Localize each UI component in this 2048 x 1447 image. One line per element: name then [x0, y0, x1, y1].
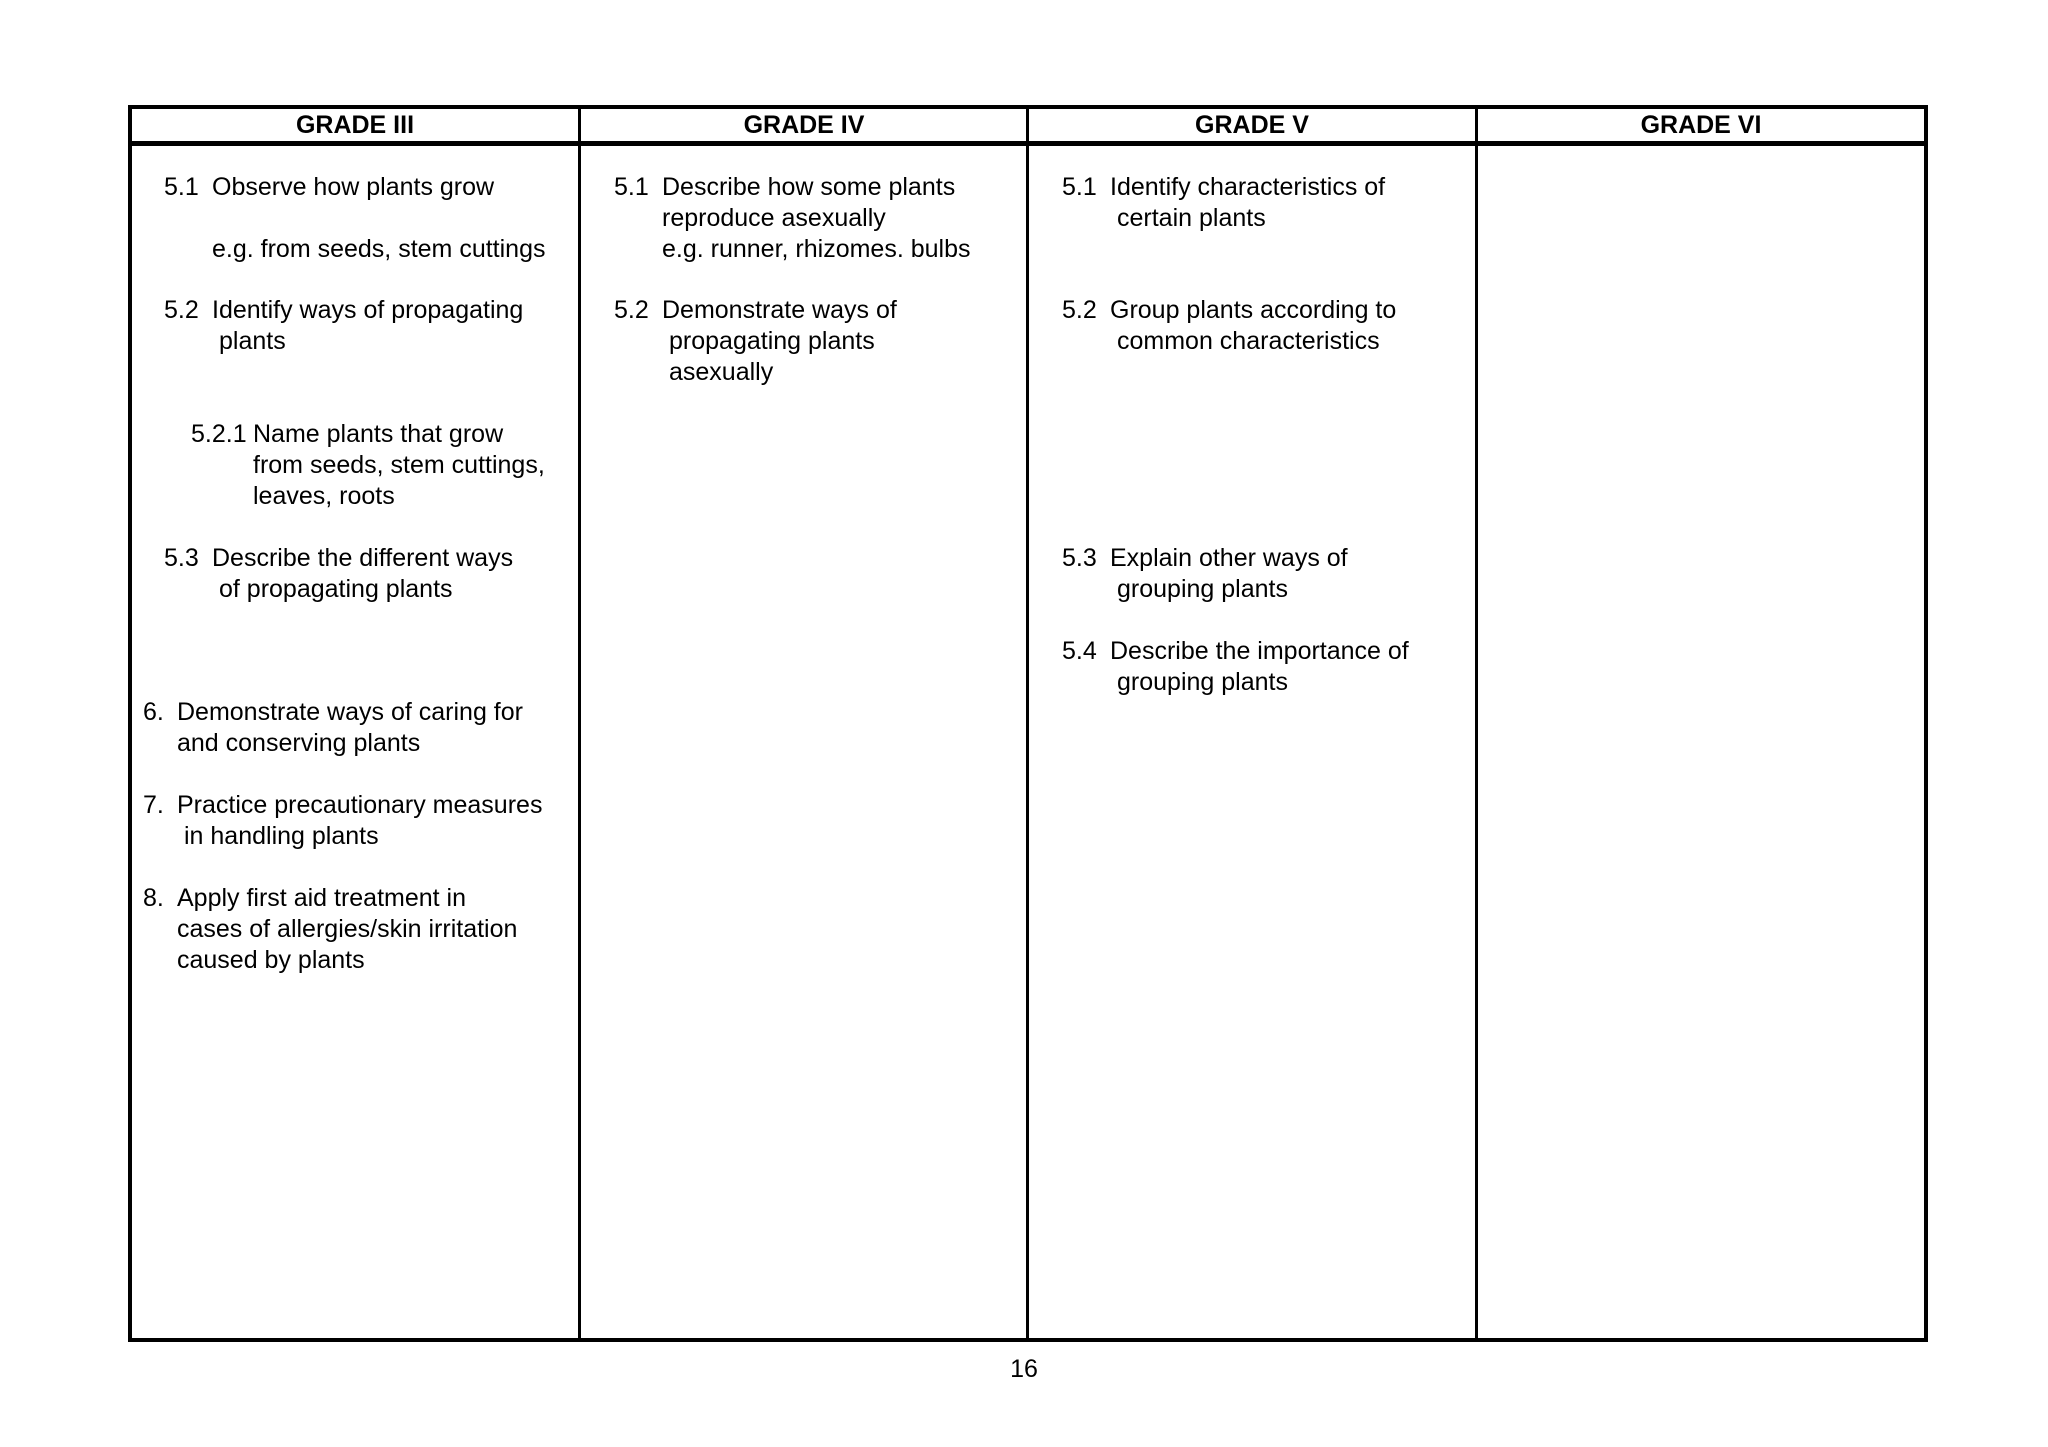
item-number: 5.4 [1062, 637, 1097, 665]
item-number: 5.3 [164, 544, 199, 572]
item-text: Apply first aid treatment in [177, 884, 467, 912]
item-number: 6. [143, 698, 164, 726]
item-number: 5.1 [164, 173, 199, 201]
item-text: Describe the importance of [1110, 637, 1409, 665]
item-number: 5.2 [164, 296, 199, 324]
item-text: propagating plants [669, 327, 875, 355]
item-example: e.g. from seeds, stem cuttings [212, 235, 546, 263]
column-divider [1026, 109, 1029, 1338]
item-text: Explain other ways of [1110, 544, 1348, 572]
item-text: Demonstrate ways of [662, 296, 897, 324]
column-divider [578, 109, 581, 1338]
item-text: of propagating plants [219, 575, 453, 603]
item-text: Group plants according to [1110, 296, 1397, 324]
item-text: and conserving plants [177, 729, 421, 757]
item-number: 5.2 [614, 296, 649, 324]
item-text: grouping plants [1117, 668, 1288, 696]
item-text: Demonstrate ways of caring for [177, 698, 523, 726]
item-text: caused by plants [177, 946, 365, 974]
item-number: 7. [143, 791, 164, 819]
header-grade-iv: GRADE IV [743, 111, 865, 139]
item-text: certain plants [1117, 204, 1266, 232]
item-text: plants [219, 327, 286, 355]
item-number: 5.3 [1062, 544, 1097, 572]
item-number: 5.2 [1062, 296, 1097, 324]
item-number: 8. [143, 884, 164, 912]
item-text: from seeds, stem cuttings, [253, 451, 545, 479]
curriculum-table [128, 105, 1928, 1342]
item-number: 5.2.1 [191, 420, 247, 448]
item-text: in handling plants [184, 822, 379, 850]
item-text: reproduce asexually [662, 204, 886, 232]
item-text: Describe the different ways [212, 544, 514, 572]
page-number: 16 [1010, 1355, 1038, 1383]
header-grade-v: GRADE V [1195, 111, 1309, 139]
item-text: Identify ways of propagating [212, 296, 524, 324]
item-text: Name plants that grow [253, 420, 504, 448]
item-text: asexually [669, 358, 774, 386]
item-number: 5.1 [614, 173, 649, 201]
item-example: e.g. runner, rhizomes. bulbs [662, 235, 971, 263]
item-text: Identify characteristics of [1110, 173, 1386, 201]
item-text: common characteristics [1117, 327, 1380, 355]
column-divider [1475, 109, 1478, 1338]
item-text: Observe how plants grow [212, 173, 495, 201]
item-number: 5.1 [1062, 173, 1097, 201]
item-text: Describe how some plants [662, 173, 956, 201]
header-grade-iii: GRADE III [295, 111, 415, 139]
item-text: grouping plants [1117, 575, 1288, 603]
item-text: cases of allergies/skin irritation [177, 915, 518, 943]
header-grade-vi: GRADE VI [1640, 111, 1762, 139]
item-text: leaves, roots [253, 482, 395, 510]
item-text: Practice precautionary measures [177, 791, 543, 819]
